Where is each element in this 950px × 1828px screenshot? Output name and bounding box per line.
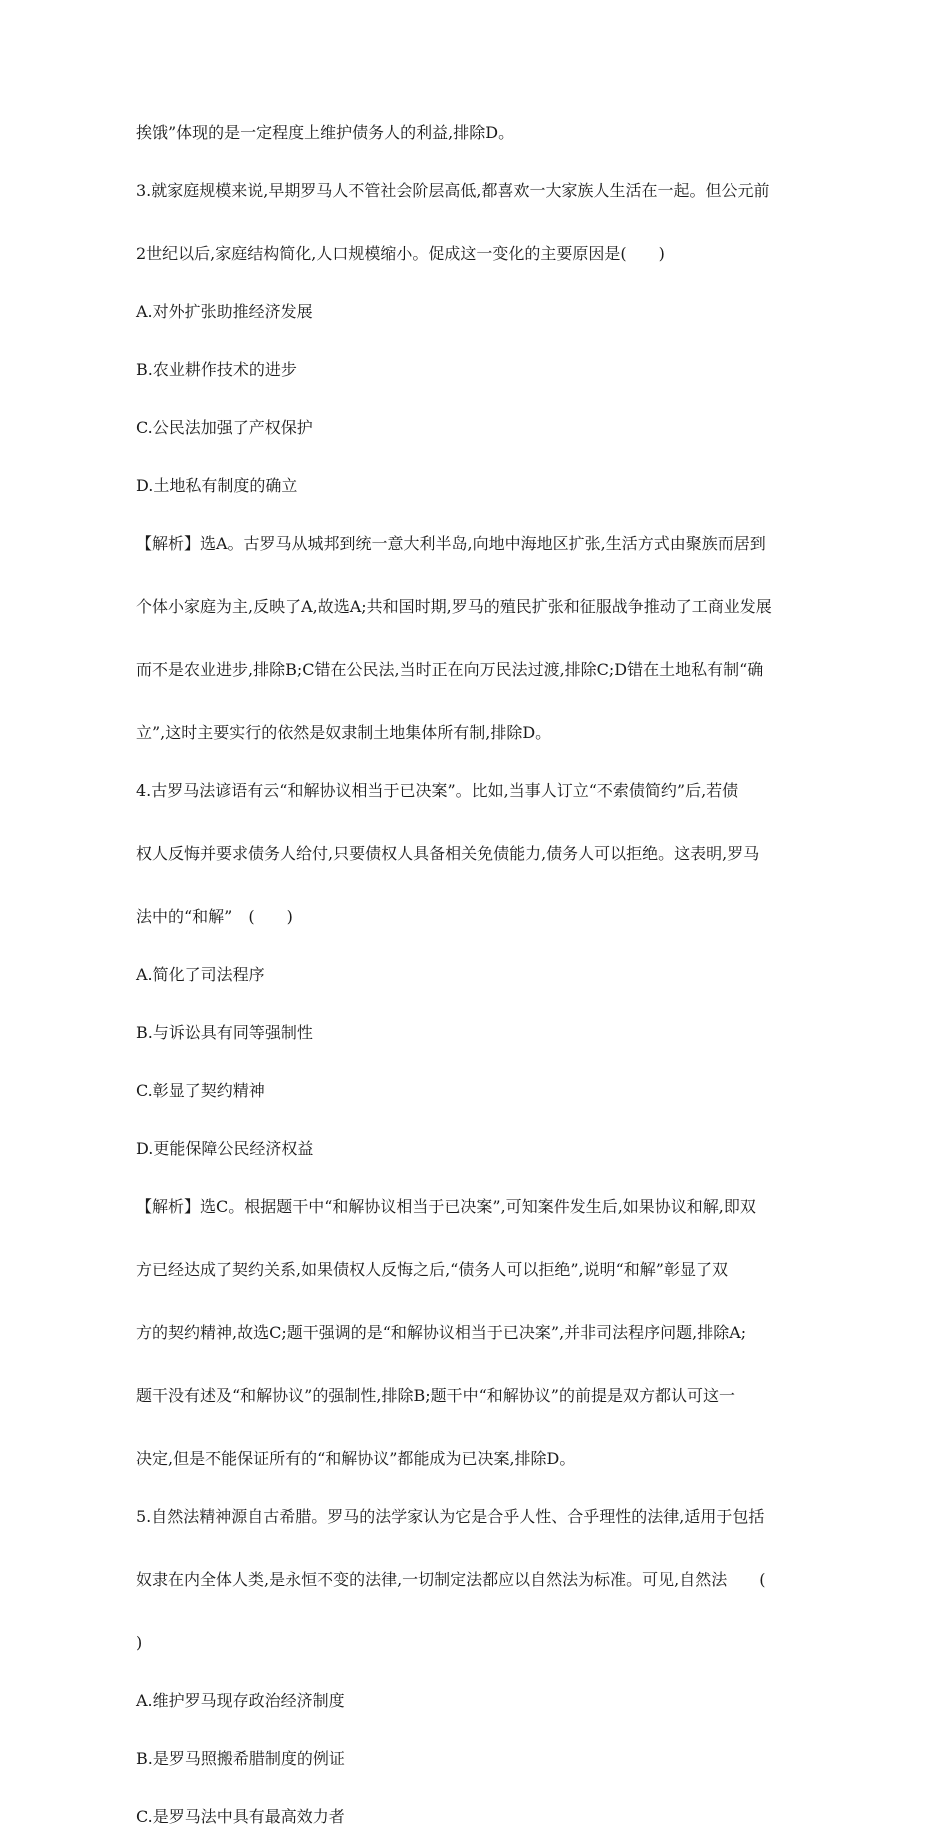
option-a: A.对外扩张助推经济发展 — [136, 302, 313, 321]
analysis-4-line-3: 方的契约精神,故选C;题干强调的是“和解协议相当于已决案”,并非司法程序问题,排除A; — [136, 1323, 747, 1342]
document-page — [136, 122, 816, 1828]
option-b: B.农业耕作技术的进步 — [136, 360, 297, 379]
option-c: C.是罗马法中具有最高效力者 — [136, 1807, 345, 1826]
option-c: C.彰显了契约精神 — [136, 1081, 265, 1100]
analysis-4-line-2: 方已经达成了契约关系,如果债权人反悔之后,“债务人可以拒绝”,说明“和解”彰显了双 — [136, 1260, 728, 1279]
analysis-4-line-4: 题干没有述及“和解协议”的强制性,排除B;题干中“和解协议”的前提是双方都认可这一 — [136, 1386, 735, 1405]
question-4-line-1: 4.古罗马法谚语有云“和解协议相当于已决案”。比如,当事人订立“不索债简约”后,若债 — [136, 781, 739, 800]
analysis-3-line-4: 立”,这时主要实行的依然是奴隶制土地集体所有制,排除D。 — [136, 723, 552, 742]
option-a: A.维护罗马现存政治经济制度 — [136, 1691, 345, 1710]
analysis-3-line-1: 【解析】选A。古罗马从城邦到统一意大利半岛,向地中海地区扩张,生活方式由聚族而居到 — [136, 534, 766, 553]
option-d: D.更能保障公民经济权益 — [136, 1139, 314, 1158]
question-5-line-2: 奴隶在内全体人类,是永恒不变的法律,一切制定法都应以自然法为标准。可见,自然法 ( — [136, 1570, 766, 1589]
analysis-3-line-3: 而不是农业进步,排除B;C错在公民法,当时正在向万民法过渡,排除C;D错在土地私有制“确 — [136, 660, 764, 679]
option-b: B.是罗马照搬希腊制度的例证 — [136, 1749, 345, 1768]
question-3-line-1: 3.就家庭规模来说,早期罗马人不管社会阶层高低,都喜欢一大家族人生活在一起。但公元前 — [136, 181, 770, 200]
analysis-4-line-1: 【解析】选C。根据题干中“和解协议相当于已决案”,可知案件发生后,如果协议和解,即双 — [136, 1197, 756, 1216]
option-b: B.与诉讼具有同等强制性 — [136, 1023, 313, 1042]
question-4-line-3: 法中的“和解” ( ) — [136, 907, 293, 926]
question-5-line-1: 5.自然法精神源自古希腊。罗马的法学家认为它是合乎人性、合乎理性的法律,适用于包括 — [136, 1507, 765, 1526]
analysis-4-line-5: 决定,但是不能保证所有的“和解协议”都能成为已决案,排除D。 — [136, 1449, 576, 1468]
question-5-line-3: ) — [136, 1633, 143, 1652]
analysis-3-line-2: 个体小家庭为主,反映了A,故选A;共和国时期,罗马的殖民扩张和征服战争推动了工商业发展 — [136, 597, 772, 616]
option-c: C.公民法加强了产权保护 — [136, 418, 313, 437]
text-line: 挨饿”体现的是一定程度上维护债务人的利益,排除D。 — [136, 123, 515, 142]
question-4-line-2: 权人反悔并要求债务人给付,只要债权人具备相关免债能力,债务人可以拒绝。这表明,罗马 — [136, 844, 760, 863]
option-a: A.简化了司法程序 — [136, 965, 265, 984]
question-3-line-2: 2世纪以后,家庭结构简化,人口规模缩小。促成这一变化的主要原因是( ) — [136, 244, 665, 263]
option-d: D.土地私有制度的确立 — [136, 476, 298, 495]
